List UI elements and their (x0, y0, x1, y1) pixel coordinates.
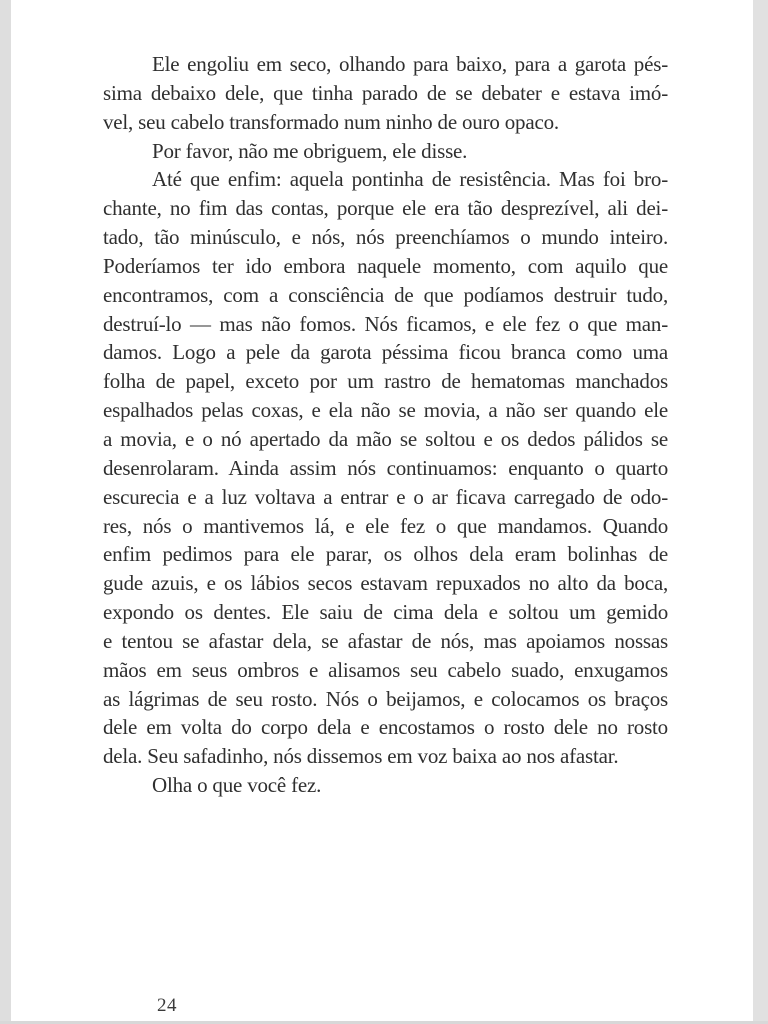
text-line: encontramos, com a consciência de que podíamos destruir tudo, (103, 282, 668, 307)
text-line: Poderíamos ter ido embora naquele momento, com aquilo que (103, 253, 668, 278)
text-line: folha de papel, exceto por um rastro de hematomas manchados (103, 369, 668, 394)
text-line: chante, no fim das contas, porque ele era tão desprezível, ali dei- (103, 196, 668, 221)
text-line: Olha o que você fez. (152, 773, 322, 798)
text-line: expondo os dentes. Ele saiu de cima dela e soltou um gemido (103, 600, 668, 625)
text-line: escurecia e a luz voltava a entrar e o ar ficava carregado de odo- (103, 484, 668, 509)
text-line: gude azuis, e os lábios secos estavam repuxados no alto da boca, (103, 571, 668, 596)
text-line: res, nós o mantivemos lá, e ele fez o que mandamos. Quando (103, 513, 668, 538)
text-line: a movia, e o nó apertado da mão se soltou e os dedos pálidos se (103, 426, 668, 451)
text-line: tado, tão minúsculo, e nós, nós preenchíamos o mundo inteiro. (103, 225, 668, 250)
text-line: vel, seu cabelo transformado num ninho de ouro opaco. (103, 109, 559, 134)
text-line: as lágrimas de seu rosto. Nós o beijamos, e colocamos os braços (103, 686, 668, 711)
text-line: sima debaixo dele, que tinha parado de se debater e estava imó- (103, 80, 668, 105)
book-page (11, 0, 753, 1021)
page-number: 24 (157, 995, 177, 1016)
text-line: destruí-lo — mas não fomos. Nós ficamos, e ele fez o que man- (103, 311, 668, 336)
text-line: enfim pedimos para ele parar, os olhos dela eram bolinhas de (103, 542, 668, 567)
text-line: Ele engoliu em seco, olhando para baixo, para a garota pés- (152, 52, 668, 76)
text-line: mãos em seus ombros e alisamos seu cabelo suado, enxugamos (103, 657, 668, 682)
text-line: e tentou se afastar dela, se afastar de nós, mas apoiamos nossas (103, 628, 668, 653)
text-line: dela. Seu safadinho, nós dissemos em voz baixa ao nos afastar. (103, 744, 619, 769)
page-text (103, 50, 668, 800)
right-gutter (753, 0, 768, 1024)
text-line: damos. Logo a pele da garota péssima ficou branca como uma (103, 340, 668, 365)
text-line: Até que enfim: aquela pontinha de resistência. Mas foi bro- (152, 167, 668, 192)
text-line: Por favor, não me obriguem, ele disse. (152, 138, 468, 163)
text-line: espalhados pelas coxas, e ela não se movia, a não ser quando ele (103, 398, 668, 423)
text-line: dele em volta do corpo dela e encostamos o rosto dele no rosto (103, 715, 668, 740)
left-gutter (0, 0, 11, 1024)
text-line: desenrolaram. Ainda assim nós continuamos: enquanto o quarto (103, 455, 668, 480)
